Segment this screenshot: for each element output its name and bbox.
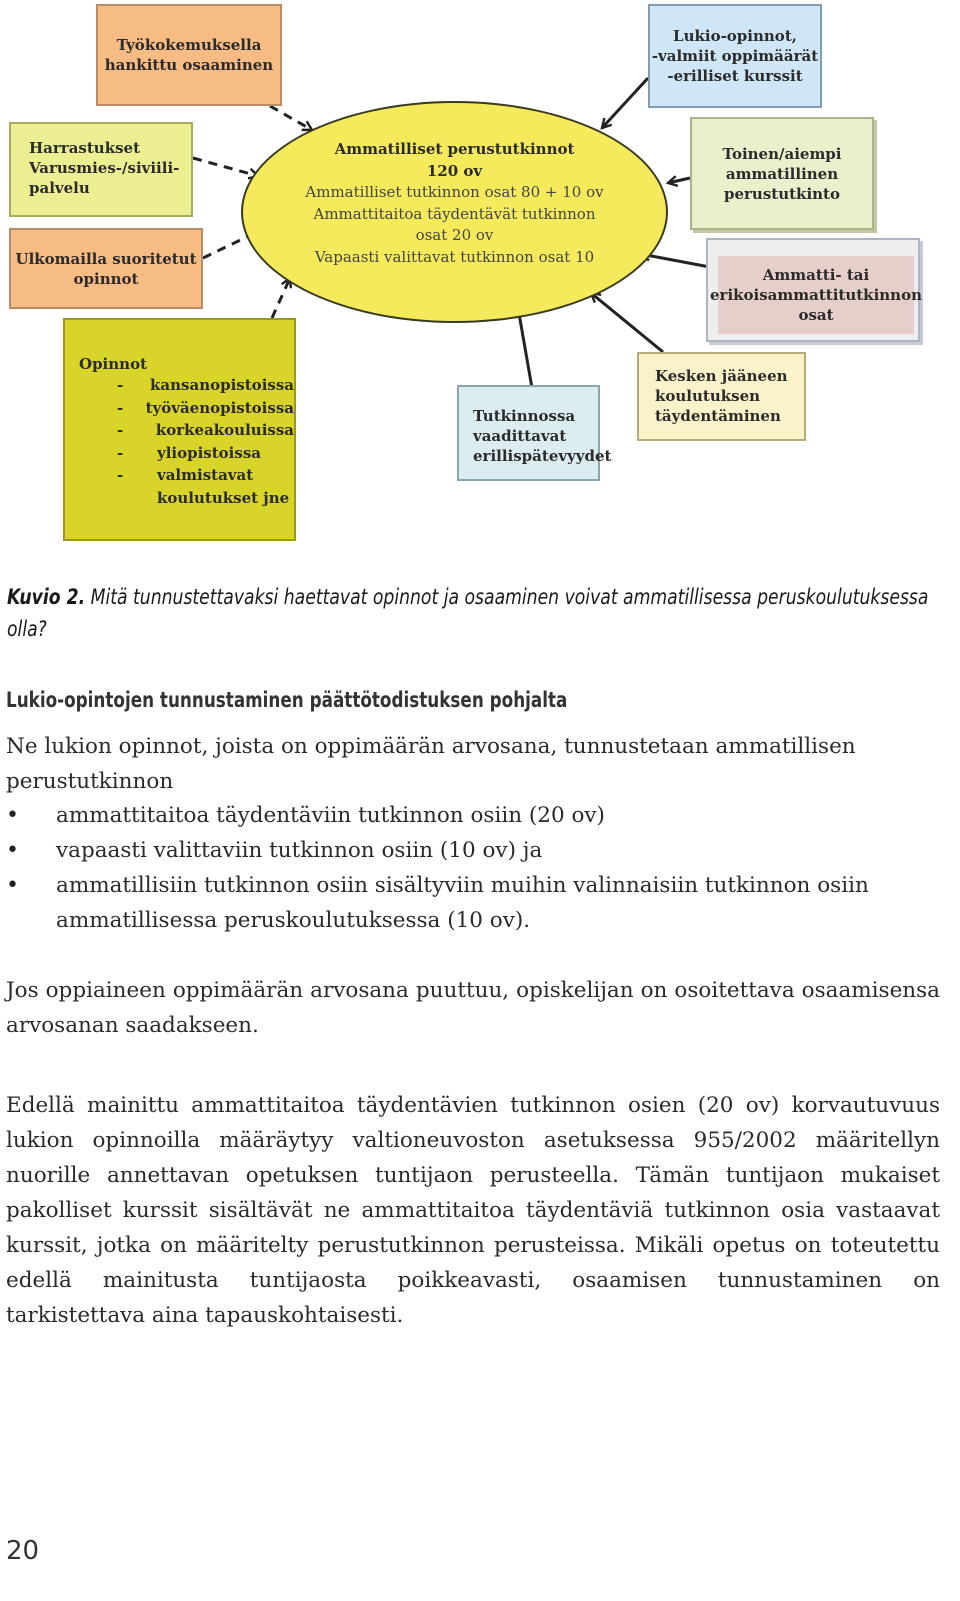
list-text: koulutukset jne <box>157 488 290 507</box>
box-line: hankittu osaaminen <box>104 56 274 74</box>
figure-number: Kuvio 2. <box>7 585 86 609</box>
list-item <box>79 487 294 510</box>
list-text: työväenopistoissa <box>145 398 294 417</box>
paragraph-intro: Ne lukion opinnot, joista on oppimäärän arvosana, tunnustetaan ammatillisen perustutkinnon <box>6 734 856 794</box>
figure-caption-text-2: olla? <box>7 617 47 641</box>
box-ulkomailla <box>9 228 203 309</box>
center-line-3: Ammatilliset tutkinnon osat 80 + 10 ov <box>305 183 604 201</box>
arrow-lukio <box>602 78 648 128</box>
arrow-ammatti <box>641 254 715 268</box>
figure-caption-text: Mitä tunnustettavaksi haettavat opinnot ja osaaminen voivat ammatillisessa peruskoulutuksessa <box>90 585 929 609</box>
box-line: -erilliset kurssit <box>667 67 803 85</box>
arrow-kesken <box>591 293 663 352</box>
box-line: täydentäminen <box>655 407 781 425</box>
arrow-tyokokemus <box>270 106 312 130</box>
page-number: 20 <box>6 1536 40 1566</box>
list-dash: - <box>117 398 124 417</box>
box-line: vaadittavat <box>473 427 567 445</box>
opinnot-title: Opinnot <box>79 355 147 373</box>
box-line: Ammatti- tai <box>762 266 870 284</box>
box-line: Harrastukset <box>29 139 141 157</box>
box-line: ammatillinen <box>725 164 839 183</box>
list-item <box>79 374 294 397</box>
box-line: erikoisammattitutkinnon <box>710 286 922 304</box>
list-dash: - <box>117 466 124 484</box>
bullet-list <box>6 798 940 938</box>
list-text: yliopistoissa <box>157 443 261 462</box>
bullet-item: • ammattitaitoa täydentäviin tutkinnon osiin (20 ov) <box>6 798 940 833</box>
list-dash: - <box>117 421 124 439</box>
box-line: Kesken jääneen <box>655 367 788 385</box>
paragraph-decree: Edellä mainittu ammattitaitoa täydentävien tutkinnon osien (20 ov) korvautuvuus lukion opinnoilla määräytyy valtioneuvoston asetuksessa 955/2002 määritellyn nuorille annettavan opetuksen tuntijaon perusteella. Tämän tuntijaon mukaiset pakolliset kurssit sisältävät ne ammattitaitoa täydentäviä tutkinnon osia vastaavat kurssit, jotka on määritelty perustutkinnon perusteissa. Mikäli opetus on toteutettu edellä mainitusta tuntijaosta poikkeavasti, osaamisen tunnustaminen on tarkistettava aina tapauskohtaisesti. <box>6 1093 940 1328</box>
box-line: Toinen/aiempi <box>722 144 842 163</box>
arrow-harrastukset <box>193 158 258 176</box>
box-lukio <box>648 4 822 108</box>
box-harrastukset <box>9 122 193 217</box>
bullet-item: • ammatillisiin tutkinnon osiin sisältyviin muihin valinnaisiin tutkinnon osiin ammatillisessa peruskoulutuksessa (10 ov). <box>6 868 940 938</box>
box-line: palvelu <box>29 179 90 197</box>
center-line-4: Ammattitaitoa täydentävät tutkinnon <box>313 204 596 223</box>
list-dash: - <box>117 376 124 394</box>
box-line: Tutkinnossa <box>473 407 576 425</box>
list-dash: - <box>117 443 124 462</box>
center-line-6: Vapaasti valittavat tutkinnon osat 10 <box>314 247 595 266</box>
list-item <box>79 397 294 420</box>
list-text: korkeakouluissa <box>155 421 294 439</box>
list-item <box>79 464 294 487</box>
box-line: Työkokemuksella <box>116 36 262 54</box>
box-tyokokemus <box>96 4 282 106</box>
section-heading: Lukio-opintojen tunnustaminen päättötodistuksen pohjalta <box>6 688 568 712</box>
list-text: valmistavat <box>157 466 254 484</box>
list-text: kansanopistoissa <box>150 376 294 394</box>
center-ov: 120 ov <box>426 161 483 180</box>
box-line: Varusmies-/siviili- <box>29 159 180 177</box>
box-line: erillispätevyydet <box>473 447 612 465</box>
box-kesken <box>637 352 806 441</box>
center-title: Ammatilliset perustutkinnot <box>334 140 575 158</box>
paragraph-missing-grade: Jos oppiaineen oppimäärän arvosana puuttuu, opiskelijan on osoitettava osaamisensa arvosanan saadakseen. <box>6 978 940 1038</box>
box-ammatti <box>706 238 920 342</box>
list-item <box>79 442 294 465</box>
box-line: -valmiit oppimäärät <box>651 47 819 65</box>
list-item <box>79 419 294 442</box>
opinnot-list <box>79 374 294 509</box>
bullet-item: • vapaasti valittaviin tutkinnon osiin (10 ov) ja <box>6 833 940 868</box>
box-line: opinnot <box>73 269 139 288</box>
center-ellipse <box>241 101 668 323</box>
arrow-opinnot <box>272 278 290 318</box>
box-toinen <box>690 117 874 230</box>
box-line: Lukio-opinnot, <box>673 27 797 45</box>
box-line: perustutkinto <box>724 184 840 203</box>
box-tutkinnossa <box>457 385 612 481</box>
center-line-5: osat 20 ov <box>415 226 494 244</box>
figure-caption <box>7 581 934 645</box>
arrow-toinen <box>668 178 690 183</box>
box-line: koulutuksen <box>655 387 761 405</box>
box-line: Ulkomailla suoritetut <box>15 249 197 268</box>
box-ammatti-inner <box>710 256 922 334</box>
list-dash <box>79 487 157 510</box>
box-opinnot <box>63 318 296 541</box>
box-line: osat <box>798 306 834 324</box>
